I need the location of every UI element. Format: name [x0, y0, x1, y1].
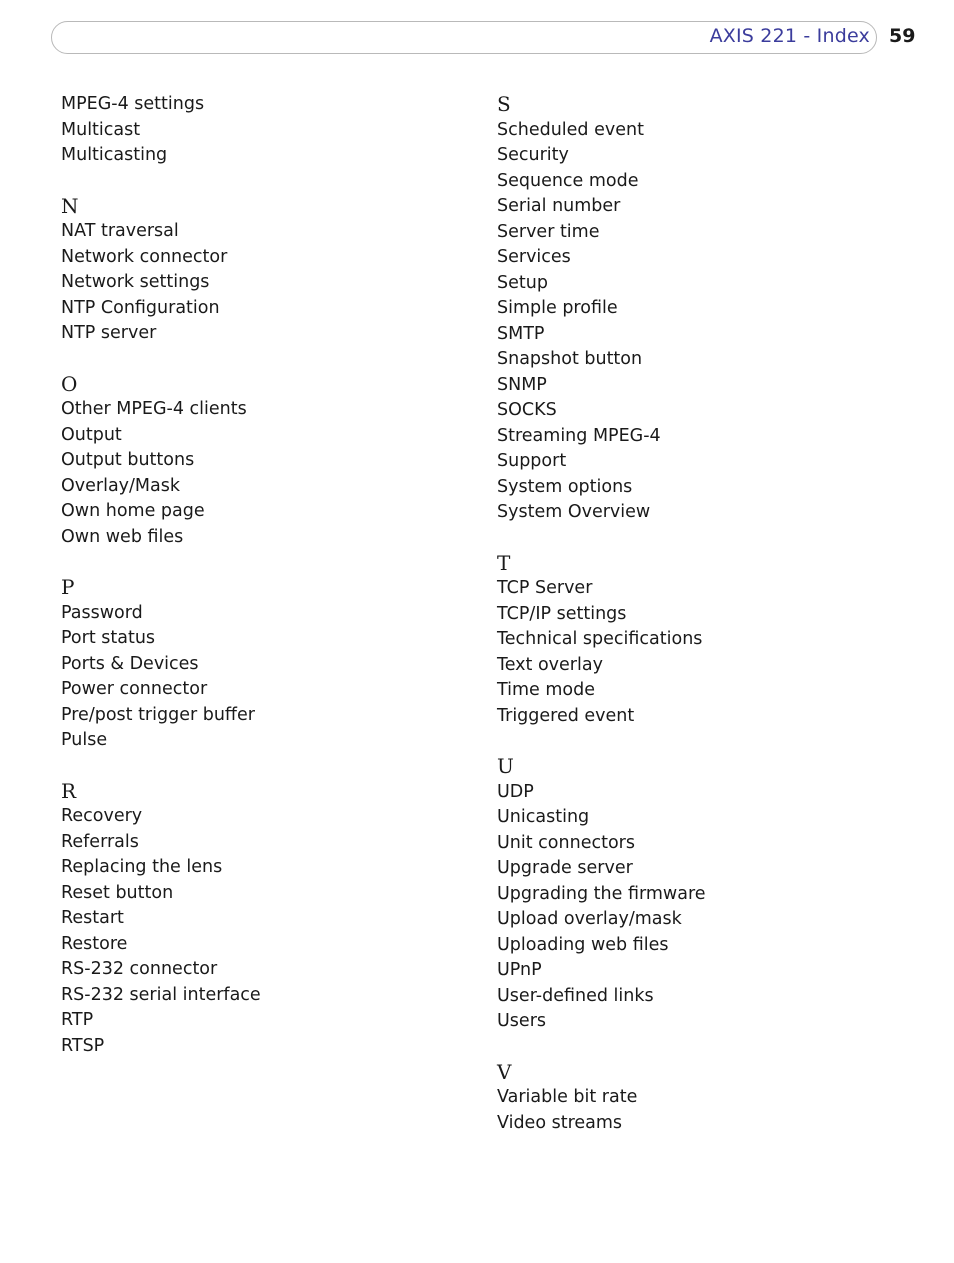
- index-letter-heading: U: [497, 754, 514, 778]
- index-entry: Recovery: [61, 806, 143, 826]
- index-entry: Multicasting: [61, 145, 168, 165]
- index-entry: Replacing the lens: [61, 857, 223, 877]
- index-entry: Port status: [61, 628, 156, 648]
- index-entry: Output buttons: [61, 450, 195, 470]
- page-number: 59: [889, 25, 916, 47]
- header-title: AXIS 221 - Index: [709, 25, 870, 47]
- index-letter-heading: O: [61, 371, 78, 396]
- index-left-column: [61, 92, 461, 1084]
- index-group-n: [61, 194, 461, 347]
- index-entry: RTP: [61, 1010, 94, 1030]
- index-entry: Triggered event: [497, 705, 635, 726]
- index-entry: MPEG-4 settings: [61, 94, 205, 114]
- index-group-p: [61, 575, 461, 754]
- index-entry: Support: [497, 451, 567, 471]
- index-entry: Upload overlay/mask: [497, 909, 682, 929]
- index-entry: Upgrading the firmware: [497, 883, 706, 904]
- index-entry: Upgrade server: [497, 858, 633, 878]
- index-group-v: [497, 1060, 897, 1137]
- index-entry: Text overlay: [497, 654, 603, 675]
- index-entry: Output: [61, 424, 122, 445]
- index-entry: Reset button: [61, 882, 174, 903]
- index-entry: TCP/IP settings: [497, 603, 627, 624]
- index-letter-heading: R: [61, 778, 77, 803]
- index-entry: Ports & Devices: [61, 653, 199, 674]
- index-group: [61, 92, 461, 169]
- index-group-t: [497, 551, 897, 730]
- index-entry: Pre/post trigger buffer: [61, 704, 255, 725]
- index-entry: User-defined links: [497, 985, 654, 1006]
- index-entry: Setup: [497, 272, 548, 293]
- index-entry: Streaming MPEG-4: [497, 425, 661, 446]
- index-entry: Pulse: [61, 730, 108, 750]
- index-entry: Server time: [497, 221, 600, 242]
- index-letter-heading: N: [61, 193, 79, 218]
- index-entry: Other MPEG-4 clients: [61, 399, 247, 419]
- index-group-o: [61, 372, 461, 551]
- index-entry: TCP Server: [497, 578, 593, 598]
- index-entry: Unit connectors: [497, 832, 635, 853]
- index-entry: Technical specifications: [497, 629, 703, 649]
- index-entry: Overlay/Mask: [61, 475, 181, 496]
- index-entry: Sequence mode: [497, 170, 639, 191]
- index-group-s: [497, 92, 897, 526]
- index-letter-heading: P: [61, 575, 75, 599]
- index-entry: Network settings: [61, 272, 210, 292]
- index-entry: Own web files: [61, 526, 184, 547]
- index-letter-heading: S: [497, 92, 511, 116]
- index-entry: Own home page: [61, 501, 205, 521]
- index-entry: Simple profile: [497, 298, 618, 318]
- index-group-u: [497, 754, 897, 1035]
- index-entry: Snapshot button: [497, 349, 643, 369]
- index-entry: Video streams: [497, 1112, 623, 1133]
- index-entry: Unicasting: [497, 807, 590, 827]
- index-letter-heading: T: [497, 550, 511, 575]
- index-entry: Password: [61, 602, 143, 623]
- index-entry: System Overview: [497, 502, 651, 522]
- index-entry: RS-232 connector: [61, 959, 218, 979]
- index-entry: UDP: [497, 781, 534, 802]
- index-entry: Users: [497, 1011, 547, 1031]
- index-entry: Services: [497, 247, 571, 267]
- index-entry: RTSP: [61, 1035, 105, 1056]
- index-entry: NTP Configuration: [61, 297, 220, 318]
- index-entry: NTP server: [61, 323, 157, 343]
- index-entry: Security: [497, 145, 569, 165]
- index-entry: Restart: [61, 908, 124, 928]
- index-entry: SOCKS: [497, 400, 557, 420]
- index-entry: SMTP: [497, 323, 545, 344]
- index-group-r: [61, 779, 461, 1060]
- index-entry: Time mode: [497, 680, 596, 700]
- index-entry: RS-232 serial interface: [61, 984, 261, 1005]
- index-entry: SNMP: [497, 374, 547, 395]
- index-right-column: [497, 92, 897, 1161]
- index-entry: Restore: [61, 933, 128, 954]
- index-entry: Power connector: [61, 679, 208, 699]
- index-entry: Referrals: [61, 831, 139, 852]
- index-entry: Uploading web files: [497, 934, 669, 955]
- index-letter-heading: V: [497, 1059, 512, 1084]
- index-entry: Multicast: [61, 119, 141, 140]
- index-entry: UPnP: [497, 960, 542, 980]
- index-entry: Network connector: [61, 246, 228, 267]
- index-entry: Variable bit rate: [497, 1087, 638, 1107]
- index-entry: System options: [497, 476, 633, 497]
- index-entry: Serial number: [497, 196, 621, 216]
- index-entry: Scheduled event: [497, 119, 644, 140]
- index-entry: NAT traversal: [61, 221, 179, 241]
